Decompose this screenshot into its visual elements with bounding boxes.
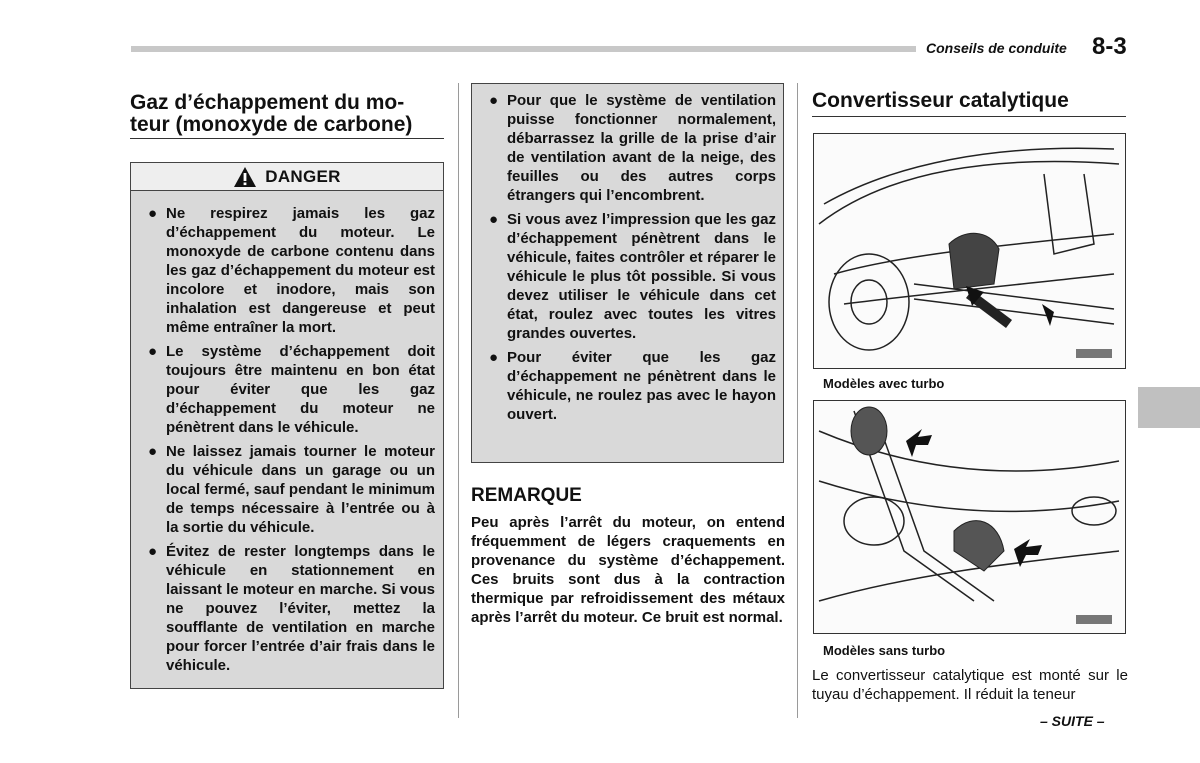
figure-caption-turbo: Modèles avec turbo	[823, 376, 945, 391]
section-title-line2: teur (monoxyde de carbone)	[130, 113, 413, 136]
continued-label: – SUITE –	[1040, 713, 1105, 729]
exhaust-non-turbo-illustration	[814, 401, 1125, 633]
figure-caption-non-turbo: Modèles sans turbo	[823, 643, 946, 658]
warning-triangle-icon	[233, 166, 257, 188]
section-title-catalytic: Convertisseur catalytique	[812, 89, 1069, 112]
danger-item: ● Pour éviter que les gaz d’échappement ne pénètrent dans le véhicule, ne roulez pas avec le hayon ouvert.	[489, 349, 776, 423]
section-rule-right	[812, 116, 1126, 117]
figure-turbo	[813, 133, 1126, 369]
header-section-title: Conseils de conduite	[926, 40, 1067, 56]
danger-list	[140, 204, 435, 680]
danger-item: ● Pour que le système de ventilation puisse fonctionner normalement, débarrassez la grille de la prise d’air de ventilation avant de la neige, des feuilles ou des autres corps étrangers qui l’encombrent.	[489, 92, 776, 204]
danger-item: ● Évitez de rester longtemps dans le véhicule en stationnement en laissant le moteur en marche. Si vous ne pouvez l’éviter, mettez la soufflante de ventilation en marche pour forcer l’entrée d’air frais dans le véhicule.	[148, 543, 435, 674]
catalytic-body-text: Le convertisseur catalytique est monté sur le tuyau d’échappement. Il réduit la teneur	[812, 667, 1128, 703]
section-rule-left	[130, 138, 444, 139]
column-divider-left	[458, 83, 459, 718]
remarque-text: Peu après l’arrêt du moteur, on entend fréquemment de légers craquements en provenance du système d’échappement. Ces bruits sont dus à la contraction thermique par refroidissement des métaux après l’arrêt du moteur. Ce bruit est normal.	[471, 514, 785, 626]
figure-non-turbo	[813, 400, 1126, 634]
chapter-tab	[1138, 387, 1200, 428]
remarque-title: REMARQUE	[471, 485, 582, 506]
danger-item: ● Ne laissez jamais tourner le moteur du véhicule dans un garage ou un local fermé, sauf pendant le minimum de temps nécessaire à l’entrée ou à la sortie du véhicule.	[148, 443, 435, 536]
column-divider-right	[797, 83, 798, 718]
exhaust-turbo-illustration	[814, 134, 1125, 368]
header-rule	[131, 46, 916, 52]
danger-label: DANGER	[265, 166, 341, 186]
section-title-line1: Gaz d’échappement du mo-	[130, 91, 405, 114]
danger-header	[131, 163, 443, 191]
danger-item: ● Si vous avez l’impression que les gaz d’échappement pénètrent dans le véhicule, faites contrôler et réparer le véhicule le plus tôt possible. Si vous devez utiliser le véhicule dans cet état, roulez avec toutes les vitres grandes ouvertes.	[489, 211, 776, 342]
page-number: 8-3	[1092, 33, 1127, 60]
danger-continued-list	[481, 91, 776, 429]
danger-item: ● Le système d’échappement doit toujours être maintenu en bon état pour éviter que les gaz d’échappement du moteur ne pénètrent dans le véhicule.	[148, 343, 435, 436]
section-title-exhaust	[130, 92, 412, 136]
danger-item: ● Ne respirez jamais les gaz d’échappement du moteur. Le monoxyde de carbone contenu dans les gaz d’échappement du moteur est incolore et inodore, mais son inhalation est dangereuse et peut même entraîner la mort.	[148, 205, 435, 336]
